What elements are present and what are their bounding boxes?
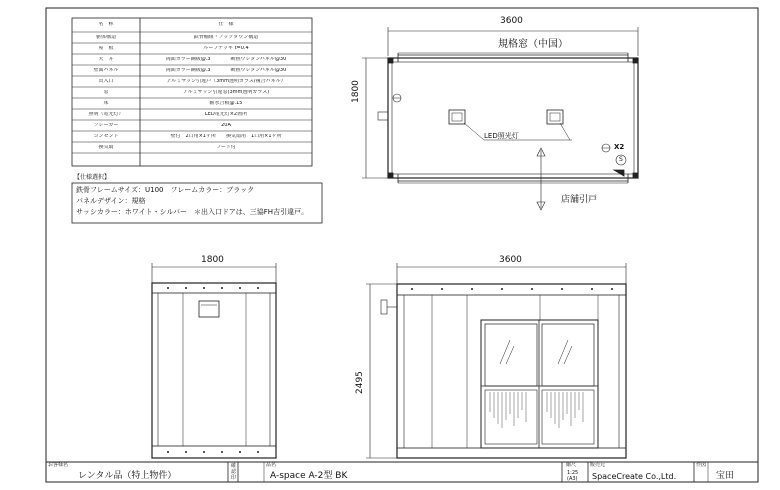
front-width-dimension: 3600 — [499, 255, 522, 265]
plan-door-label: 店舗引戸 — [561, 195, 598, 205]
spec-selection-line: 鉄骨フレームサイズ：U100 フレームカラー：ブラック — [76, 186, 255, 194]
spec-row-name: コンセント — [93, 134, 119, 139]
spec-selection-line: サッシカラー：ホワイト・シルバー ＊出入口ドアは、三協FH吉引違戸。 — [76, 208, 309, 216]
spec-row-name: 照明（電光灯） — [88, 112, 124, 117]
client-value: レンタル品（特上物件） — [78, 471, 177, 481]
spec-row-spec: 両面カラー鋼板@.3 断熱ウレタンパネル@30 — [165, 68, 287, 73]
product-value: A-space A-2型 BK — [270, 471, 348, 481]
plan-width-dimension: 3600 — [500, 16, 523, 26]
spec-row-spec: 20A — [221, 123, 231, 128]
spec-row-name: 窓 — [103, 90, 109, 95]
author-value: 宝田 — [716, 471, 735, 481]
front-height-dimension: 2495 — [355, 371, 365, 394]
check-label: 確認印 — [230, 463, 236, 481]
spec-row-name: 壁面パネル — [93, 68, 119, 73]
plan-light-label: LED照光灯 — [484, 132, 519, 140]
spec-row-name: 出入口 — [98, 79, 114, 84]
scale-label: 縮尺 — [566, 462, 577, 468]
spec-row-name: 換気扇 — [98, 145, 114, 150]
spec-row-spec: フード付 — [216, 145, 236, 150]
client-label: お客様名 — [48, 462, 69, 468]
product-label: 品名 — [266, 462, 277, 468]
spec-row-spec: アルミサッシ引違戸（3mm透明ガラス/複合パネル） — [166, 79, 286, 84]
spec-row-name: 床 — [103, 101, 109, 106]
spec-row-spec: アルミサッシ引違窓(3mm透明ガラス) — [182, 90, 270, 95]
scale-value: 1:25 — [567, 470, 579, 476]
side-width-dimension: 1800 — [201, 255, 224, 265]
spec-header-name: 名 称 — [98, 22, 114, 27]
maker-label: 販売元 — [590, 462, 606, 468]
plan-breaker-mark: S — [619, 156, 623, 163]
spec-selection-title: 【仕様選択】 — [74, 174, 111, 181]
spec-row-spec: 耐水合板@.15 — [209, 101, 243, 106]
spec-row-name: 屋 根 — [98, 46, 114, 51]
paper-size: (A3) — [567, 476, 578, 482]
maker-value: SpaceCreate Co.,Ltd. — [592, 472, 677, 481]
plan-outlet-label: X2 — [614, 143, 625, 151]
spec-row-name: ブレーカー — [93, 123, 119, 128]
spec-row-spec: LED電光灯×2箇所 — [204, 112, 248, 117]
plan-depth-dimension: 1800 — [351, 80, 361, 103]
author-label: 作図 — [696, 462, 707, 468]
spec-row-spec: 壁付 2口用×1ヶ所 換気扇用 1口用×1ヶ所 — [170, 134, 282, 139]
spec-row-spec: 両面カラー鋼板@.3 断熱ウレタンパネル@30 — [165, 57, 287, 62]
plan-window-label: 規格窓（中国） — [498, 39, 568, 50]
spec-row-name: 躯体構造 — [95, 35, 116, 40]
spec-header-spec: 仕 様 — [218, 22, 234, 27]
spec-row-spec: ルーフデッキ t=0.4 — [203, 46, 249, 51]
spec-selection-line: パネルデザイン：規格 — [76, 197, 146, 205]
spec-row-name: 天 井 — [98, 57, 114, 62]
spec-row-spec: 鉄骨軸組・ノックダウン構造 — [193, 35, 259, 40]
